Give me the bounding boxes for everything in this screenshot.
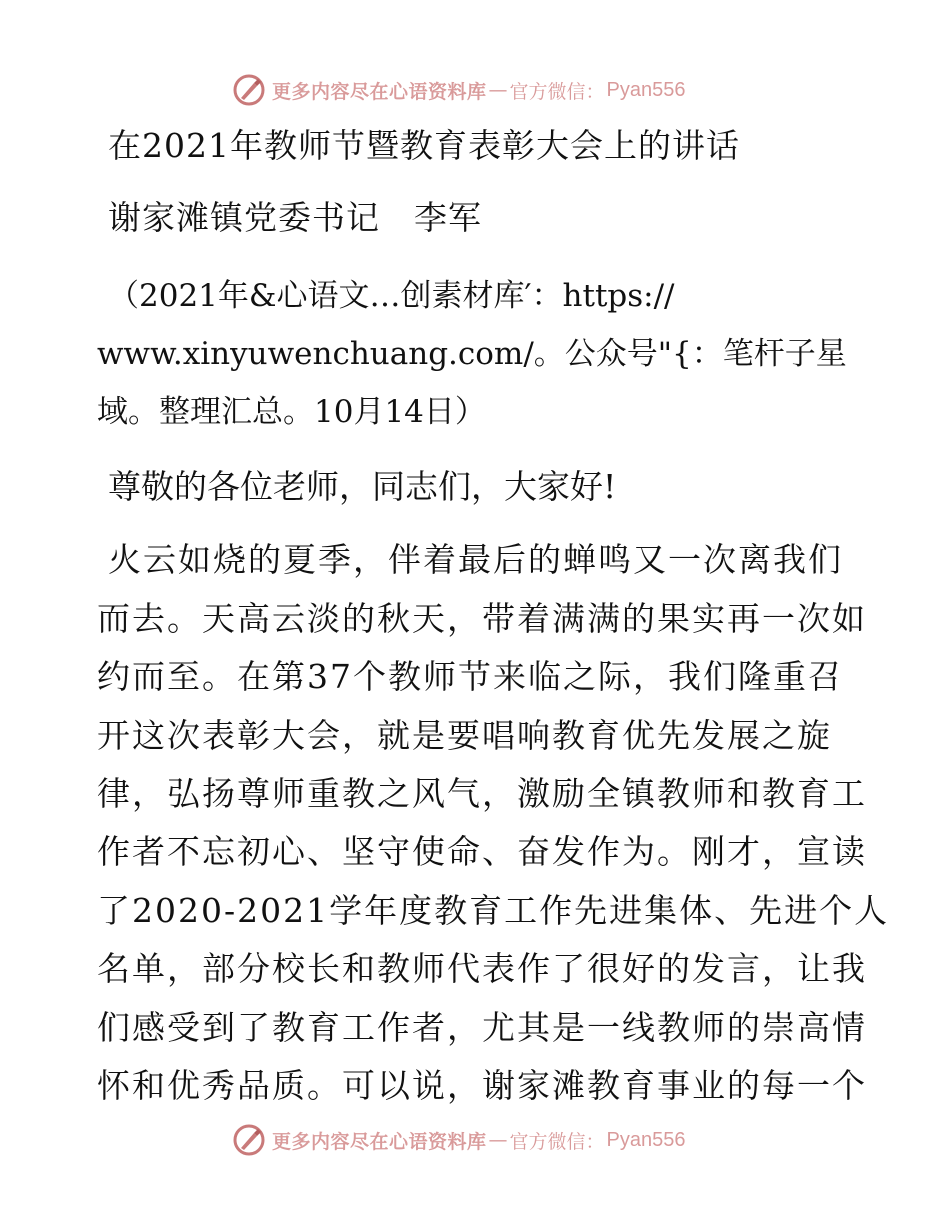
banner-dash: — <box>488 1129 508 1151</box>
body-line-9: 们感受到了教育工作者，尤其是一线教师的崇高情 <box>97 1008 867 1047</box>
banner-dash: — <box>488 79 508 101</box>
body-line-1: 火云如烧的夏季，伴着最后的蝉鸣又一次离我们 <box>108 540 843 579</box>
banner-wechat-label: 官方微信： <box>509 1130 605 1153</box>
banner-main-text: 更多内容尽在心语资料库 <box>272 1130 487 1153</box>
document-title: 在2021年教师节暨教育表彰大会上的讲话 <box>108 126 740 165</box>
header-banner <box>232 70 686 110</box>
speaker-line: 谢家滩镇党委书记 李军 <box>108 198 482 237</box>
banner-wechat-id: Pyan556 <box>606 1128 686 1151</box>
body-line-4: 开这次表彰大会，就是要唱响教育优先发展之旋 <box>97 716 832 755</box>
body-line-8: 名单，部分校长和教师代表作了很好的发言，让我 <box>97 949 867 988</box>
body-line-6: 作者不忘初心、坚守使命、奋发作为。刚才，宣读 <box>97 832 867 871</box>
source-line-3: 域。整理汇总。10月14日） <box>97 394 486 430</box>
pen-logo-icon <box>232 73 266 107</box>
source-line-1: （2021年&心语文…创素材库′：https:// <box>108 278 675 314</box>
banner-wechat-label: 官方微信： <box>509 80 605 103</box>
greeting-line: 尊敬的各位老师，同志们，大家好! <box>108 467 617 506</box>
source-line-2: www.xinyuwenchuang.com/。公众号"{：笔杆子星 <box>97 336 847 372</box>
body-line-2: 而去。天高云淡的秋天，带着满满的果实再一次如 <box>97 599 867 638</box>
footer-banner <box>232 1120 686 1160</box>
body-line-5: 律，弘扬尊师重教之风气，激励全镇教师和教育工 <box>97 774 867 813</box>
pen-logo-icon <box>232 1123 266 1157</box>
banner-main-text: 更多内容尽在心语资料库 <box>272 80 487 103</box>
banner-wechat-id: Pyan556 <box>606 78 686 101</box>
body-line-3: 约而至。在第37个教师节来临之际，我们隆重召 <box>97 657 843 696</box>
body-line-10: 怀和优秀品质。可以说，谢家滩教育事业的每一个 <box>97 1066 867 1105</box>
body-line-7: 了2020-2021学年度教育工作先进集体、先进个人 <box>97 891 890 930</box>
